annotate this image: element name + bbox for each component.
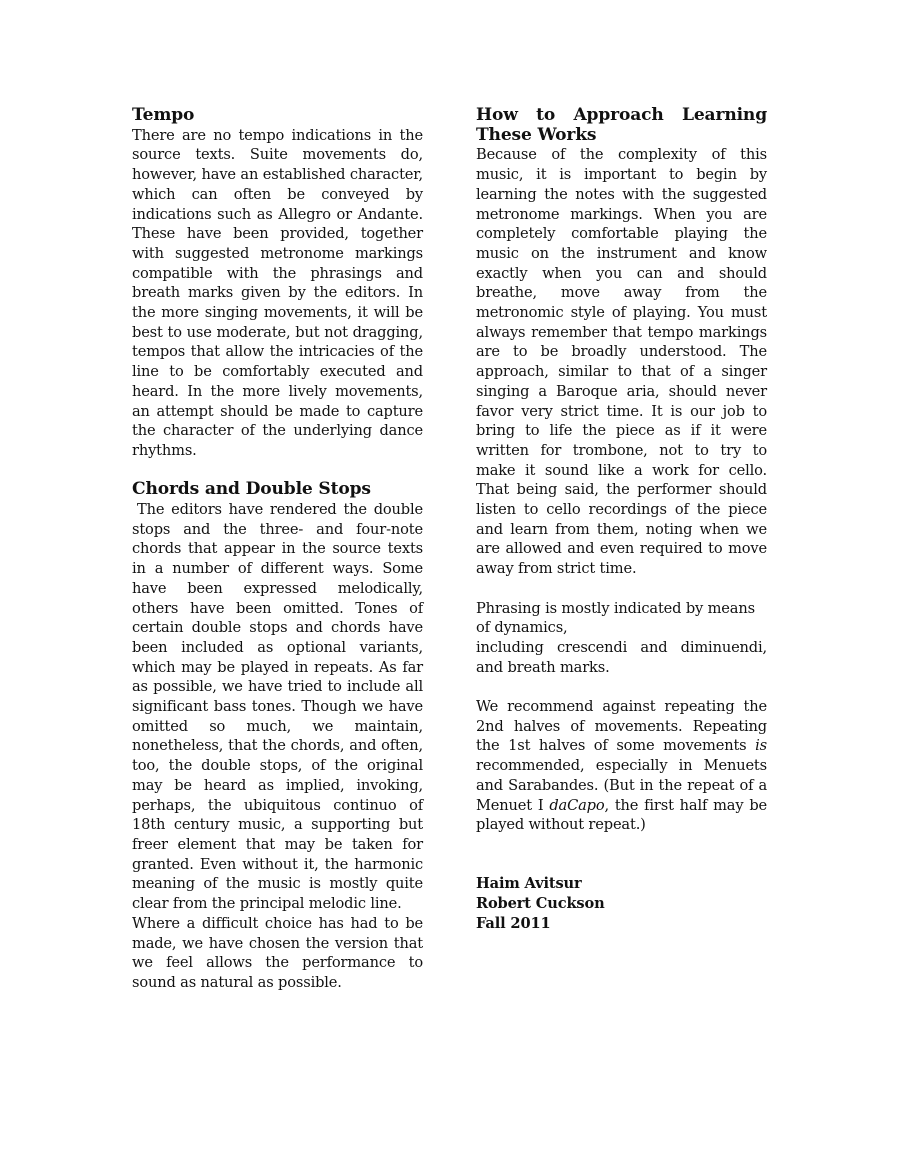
section-spacer	[132, 461, 423, 481]
repeats-emphasis: is	[755, 737, 767, 755]
approach-section	[476, 106, 767, 579]
chords-section	[132, 480, 423, 992]
repeats-text-1: We recommend against repeating the 2nd halves of movements. Repeating the 1st halves of some movements	[476, 698, 767, 755]
author-name-2: Robert Cuckson	[476, 895, 605, 913]
dacapo-term: daCapo	[549, 796, 605, 814]
approach-paragraph: Because of the complexity of this music, it is important to begin by learning the notes with the suggested metronome markings. When you are completely comfortable playing the music on the instrument and know exactly when you can and should breathe, move away from the metronomic style of playing. You must always remember that tempo markings are to be broadly understood. The approach, similar to that of a singer singing a Baroque aria, should never favor very strict time. It is our job to bring to life the piece as if it were written for trombone, not to try to make it sound like a work for cello. That being said, the performer should listen to cello recordings of the piece and learn from them, noting when we are allowed and even required to move away from strict time.	[476, 146, 767, 578]
tempo-section	[132, 106, 423, 461]
section-spacer	[476, 579, 767, 599]
repeats-text-3: , the first half may be played without repeat.)	[476, 796, 767, 834]
chords-heading: Chords and Double Stops	[132, 479, 371, 500]
repeats-text-2: recommended, especially in Menuets and Sarabandes. (But in the repeat of a Menuet I	[476, 757, 767, 814]
left-column	[132, 106, 423, 993]
phrasing-line-1: Phrasing is mostly indicated by means of dynamics,	[476, 599, 755, 637]
repeats-section	[476, 697, 767, 835]
repeats-paragraph	[476, 697, 767, 835]
tempo-heading: Tempo	[132, 105, 195, 125]
signature-block	[476, 874, 767, 933]
chords-paragraph-2: Where a difficult choice has had to be made, we have chosen the version that we feel allows the performance to sound as natural as possible.	[132, 914, 423, 991]
approach-heading: How to Approach Learning These Works	[476, 105, 767, 145]
section-spacer	[476, 677, 767, 697]
phrasing-line-2: including crescendi and diminuendi, and breath marks.	[476, 638, 767, 676]
phrasing-section	[476, 599, 767, 678]
right-column	[476, 106, 767, 933]
author-name-1: Haim Avitsur	[476, 875, 582, 893]
chords-paragraph: The editors have rendered the double stops and the three- and four-note chords that appear in the source texts in a number of different ways. Some have been expressed melodically, others have been omitted. Tones of certain double stops and chords have been included as optional variants, which may be played in repeats. As far as possible, we have tried to include all significant bass tones. Though we have omitted so much, we maintain, nonetheless, that the chords, and often, too, the double stops, of the original may be heard as implied, invoking, perhaps, the ubiquitous continuo of 18th century music, a supporting but freer element that may be taken for granted. Even without it, the harmonic meaning of the music is mostly quite clear from the principal melodic line.	[132, 501, 423, 913]
tempo-paragraph: There are no tempo indications in the source texts. Suite movements do, however, have an established character, which can often be conveyed by indications such as Allegro or Andante. These have been provided, together with suggested metronome markings compatible with the phrasings and breath marks given by the editors. In the more singing movements, it will be best to use moderate, but not dragging, tempos that allow the intricacies of the line to be comfortably executed and heard. In the more lively movements, an attempt should be made to capture the character of the underlying dance rhythms.	[132, 126, 423, 459]
signature-date: Fall 2011	[476, 914, 551, 932]
section-spacer	[476, 835, 767, 874]
